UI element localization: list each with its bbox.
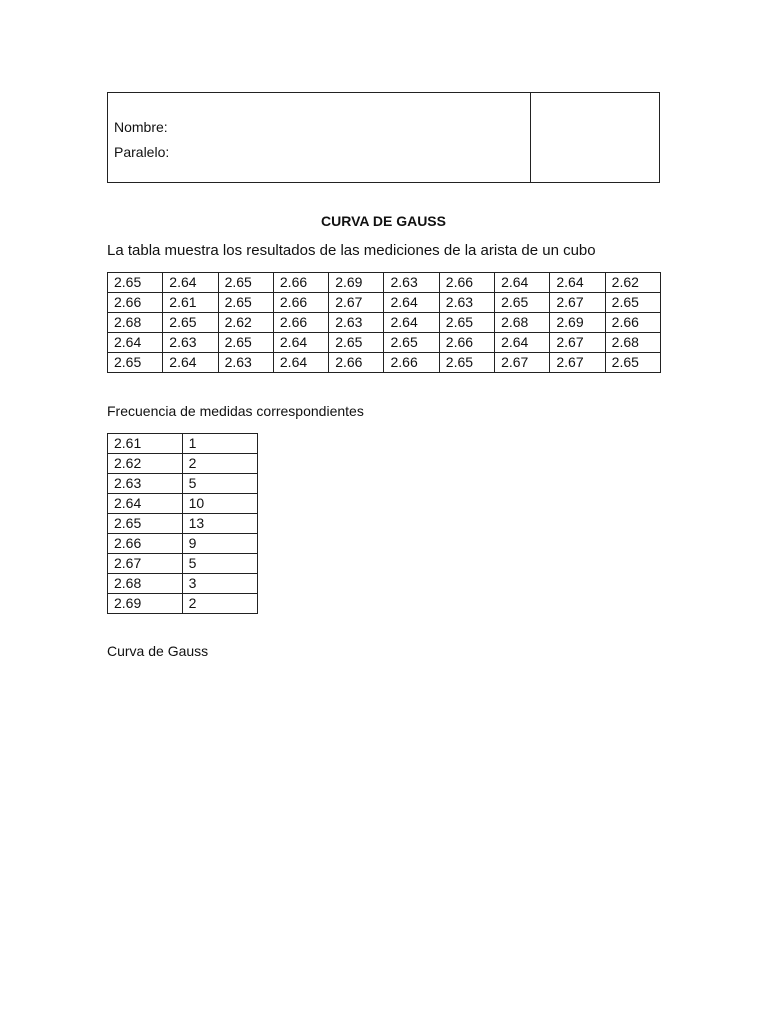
table-row (108, 333, 661, 353)
frequency-table (107, 433, 258, 614)
frequency-count-cell: 9 (182, 534, 257, 554)
measurement-cell: 2.65 (384, 333, 439, 353)
measurement-cell: 2.66 (384, 353, 439, 373)
measurement-cell: 2.65 (218, 333, 273, 353)
page-title: CURVA DE GAUSS (321, 213, 446, 229)
measurement-cell: 2.66 (605, 313, 660, 333)
measurement-cell: 2.65 (108, 273, 163, 293)
measurement-cell: 2.65 (495, 293, 550, 313)
measurement-cell: 2.67 (550, 353, 605, 373)
measurement-cell: 2.67 (329, 293, 384, 313)
frequency-count-cell: 5 (182, 474, 257, 494)
frequency-value-cell: 2.62 (108, 454, 183, 474)
measurement-cell: 2.61 (163, 293, 218, 313)
table-row (108, 594, 258, 614)
measurement-cell: 2.65 (605, 353, 660, 373)
measurement-cell: 2.66 (108, 293, 163, 313)
measurement-cell: 2.66 (329, 353, 384, 373)
measurement-cell: 2.66 (439, 273, 494, 293)
frequency-value-cell: 2.68 (108, 574, 183, 594)
frequency-count-cell: 2 (182, 594, 257, 614)
measurement-cell: 2.65 (218, 273, 273, 293)
measurement-cell: 2.65 (108, 353, 163, 373)
measurement-cell: 2.65 (439, 313, 494, 333)
table-row (108, 313, 661, 333)
measurement-cell: 2.69 (550, 313, 605, 333)
frequency-value-cell: 2.69 (108, 594, 183, 614)
measurement-cell: 2.64 (384, 293, 439, 313)
intro-text: La tabla muestra los resultados de las mediciones de la arista de un cubo (107, 242, 596, 259)
measurement-cell: 2.64 (495, 273, 550, 293)
table-row (108, 574, 258, 594)
table-row (108, 534, 258, 554)
table-row (108, 353, 661, 373)
measurement-cell: 2.65 (439, 353, 494, 373)
measurement-cell: 2.69 (329, 273, 384, 293)
frequency-count-cell: 10 (182, 494, 257, 514)
measurement-cell: 2.67 (495, 353, 550, 373)
frequency-value-cell: 2.63 (108, 474, 183, 494)
measurement-cell: 2.68 (605, 333, 660, 353)
measurement-cell: 2.63 (439, 293, 494, 313)
table-row (108, 494, 258, 514)
frequency-count-cell: 2 (182, 454, 257, 474)
frequency-value-cell: 2.61 (108, 434, 183, 454)
student-info-box (107, 92, 660, 183)
measurement-cell: 2.63 (218, 353, 273, 373)
measurement-cell: 2.65 (163, 313, 218, 333)
frequency-count-cell: 5 (182, 554, 257, 574)
measurement-cell: 2.64 (273, 353, 328, 373)
measurement-cell: 2.66 (439, 333, 494, 353)
measurement-cell: 2.63 (384, 273, 439, 293)
frequency-count-cell: 3 (182, 574, 257, 594)
measurement-cell: 2.64 (108, 333, 163, 353)
table-row (108, 273, 661, 293)
frequency-value-cell: 2.65 (108, 514, 183, 534)
frequency-count-cell: 1 (182, 434, 257, 454)
measurement-cell: 2.62 (605, 273, 660, 293)
table-row (108, 474, 258, 494)
measurement-cell: 2.64 (495, 333, 550, 353)
measurement-cell: 2.64 (163, 353, 218, 373)
measurement-cell: 2.64 (273, 333, 328, 353)
table-row (108, 454, 258, 474)
measurement-cell: 2.64 (550, 273, 605, 293)
table-row (108, 554, 258, 574)
measurement-cell: 2.66 (273, 313, 328, 333)
measurements-table (107, 272, 661, 373)
table-row (108, 293, 661, 313)
measurement-cell: 2.67 (550, 333, 605, 353)
measurement-cell: 2.68 (495, 313, 550, 333)
student-fields (108, 93, 531, 182)
table-row (108, 434, 258, 454)
measurement-cell: 2.63 (329, 313, 384, 333)
frequency-value-cell: 2.67 (108, 554, 183, 574)
frequency-value-cell: 2.64 (108, 494, 183, 514)
frequency-label: Frecuencia de medidas correspondientes (107, 403, 364, 419)
table-row (108, 514, 258, 534)
measurement-cell: 2.68 (108, 313, 163, 333)
measurement-cell: 2.66 (273, 293, 328, 313)
nombre-label: Nombre: (114, 119, 168, 135)
measurement-cell: 2.67 (550, 293, 605, 313)
measurement-cell: 2.63 (163, 333, 218, 353)
measurement-cell: 2.62 (218, 313, 273, 333)
measurement-cell: 2.65 (605, 293, 660, 313)
measurement-cell: 2.66 (273, 273, 328, 293)
grade-box (531, 93, 659, 182)
measurement-cell: 2.64 (384, 313, 439, 333)
measurement-cell: 2.65 (329, 333, 384, 353)
measurement-cell: 2.65 (218, 293, 273, 313)
measurement-cell: 2.64 (163, 273, 218, 293)
paralelo-label: Paralelo: (114, 144, 170, 160)
frequency-count-cell: 13 (182, 514, 257, 534)
gauss-curve-label: Curva de Gauss (107, 643, 209, 659)
frequency-value-cell: 2.66 (108, 534, 183, 554)
